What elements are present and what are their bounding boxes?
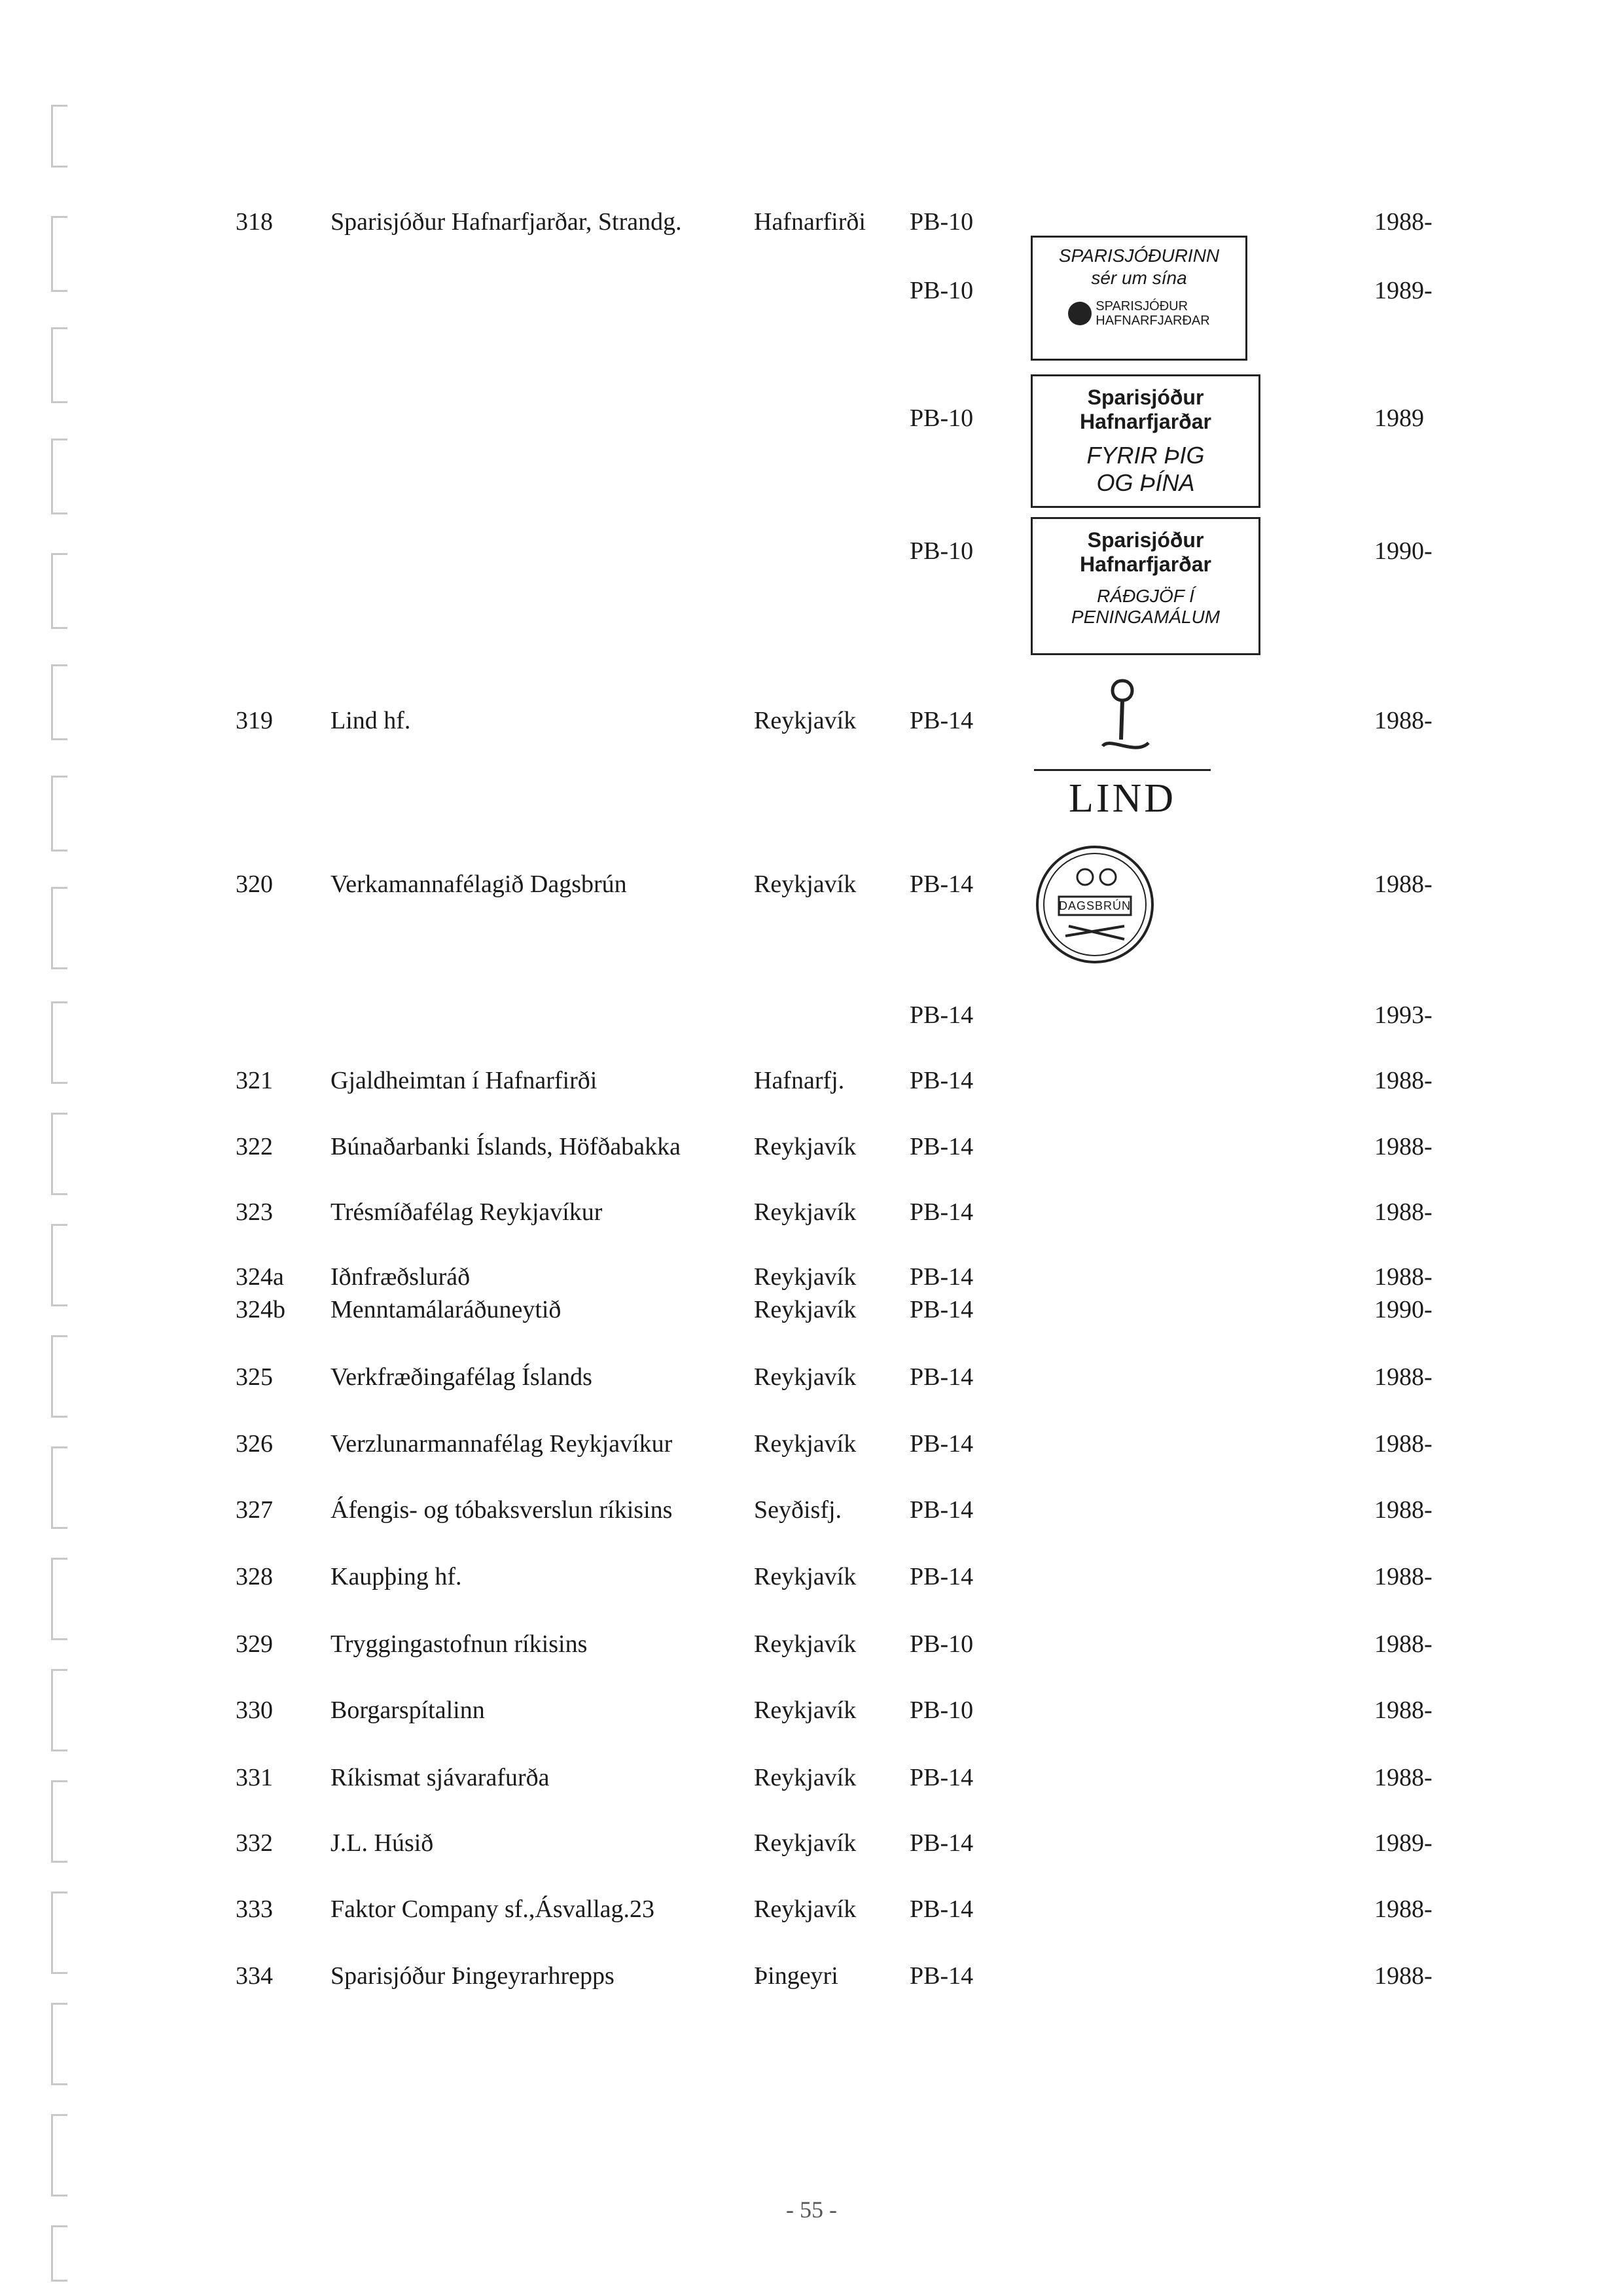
stamp-text: RÁÐGJÖF Í bbox=[1097, 586, 1194, 606]
entry-code: PB-14 bbox=[910, 1430, 974, 1458]
stamp-text: sér um sína bbox=[1091, 268, 1187, 288]
entry-place: Reykjavík bbox=[754, 707, 857, 734]
binder-mark bbox=[51, 553, 67, 629]
entry-name: Sparisjóður Þingeyrarhrepps bbox=[330, 1962, 615, 1990]
entry-year: 1989- bbox=[1374, 277, 1433, 304]
entry-name: Búnaðarbanki Íslands, Höfðabakka bbox=[330, 1133, 681, 1160]
entry-number: 319 bbox=[236, 707, 273, 734]
entry-year: 1988- bbox=[1374, 1133, 1433, 1160]
entry-name: Borgarspítalinn bbox=[330, 1696, 485, 1724]
entry-year: 1988- bbox=[1374, 1563, 1433, 1590]
entry-place: Hafnarfj. bbox=[754, 1067, 845, 1094]
entry-name: Trésmíðafélag Reykjavíkur bbox=[330, 1198, 603, 1226]
entry-place: Reykjavík bbox=[754, 1363, 857, 1391]
stamp-text: Hafnarfjarðar bbox=[1080, 552, 1211, 576]
page-number: - 55 - bbox=[786, 2197, 837, 2223]
dagsbrun-seal-text: DAGSBRÚN bbox=[1059, 899, 1132, 912]
stamp-text: FYRIR ÞIG bbox=[1086, 442, 1205, 469]
entry-place: Reykjavík bbox=[754, 1696, 857, 1724]
entry-year: 1988- bbox=[1374, 1895, 1433, 1923]
entry-code: PB-10 bbox=[910, 208, 974, 236]
entry-place: Reykjavík bbox=[754, 1563, 857, 1590]
entry-year: 1990- bbox=[1374, 537, 1433, 565]
entry-place: Reykjavík bbox=[754, 1296, 857, 1323]
entry-code: PB-14 bbox=[910, 707, 974, 734]
entry-number: 330 bbox=[236, 1696, 273, 1724]
entry-code: PB-14 bbox=[910, 1001, 974, 1029]
entry-code: PB-14 bbox=[910, 1829, 974, 1857]
binder-mark bbox=[51, 216, 67, 292]
binder-mark bbox=[51, 1558, 67, 1640]
entry-code: PB-10 bbox=[910, 404, 974, 432]
entry-name: Áfengis- og tóbaksverslun ríkisins bbox=[330, 1496, 673, 1524]
entry-number: 334 bbox=[236, 1962, 273, 1990]
entry-place: Reykjavík bbox=[754, 1630, 857, 1658]
entry-number: 321 bbox=[236, 1067, 273, 1094]
binder-mark bbox=[51, 776, 67, 852]
stamp-text: SPARISJÓÐURINN bbox=[1058, 245, 1220, 266]
entry-name: Menntamálaráðuneytið bbox=[330, 1296, 562, 1323]
stamp-fyrir-thig bbox=[1031, 374, 1260, 508]
entry-year: 1988- bbox=[1374, 1496, 1433, 1524]
entry-code: PB-14 bbox=[910, 1764, 974, 1791]
entry-year: 1989 bbox=[1374, 404, 1424, 432]
entry-name: Kaupþing hf. bbox=[330, 1563, 462, 1590]
entry-code: PB-14 bbox=[910, 1496, 974, 1524]
binder-mark bbox=[51, 105, 67, 168]
binder-mark bbox=[51, 1224, 67, 1306]
entry-year: 1990- bbox=[1374, 1296, 1433, 1323]
entry-year: 1988- bbox=[1374, 1198, 1433, 1226]
binder-mark bbox=[51, 1446, 67, 1529]
stamp-text: SPARISJÓÐUR bbox=[1096, 299, 1188, 314]
entry-name: Verkfræðingafélag Íslands bbox=[330, 1363, 592, 1391]
binder-mark bbox=[51, 2003, 67, 2085]
entry-code: PB-14 bbox=[910, 870, 974, 898]
binder-mark bbox=[51, 1669, 67, 1751]
entry-name: Verzlunarmannafélag Reykjavíkur bbox=[330, 1430, 673, 1458]
entry-year: 1988- bbox=[1374, 1962, 1433, 1990]
entry-code: PB-14 bbox=[910, 1962, 974, 1990]
entry-name: J.L. Húsið bbox=[330, 1829, 434, 1857]
entry-name: Faktor Company sf.,Ásvallag.23 bbox=[330, 1895, 655, 1923]
stamp-text: HAFNARFJARÐAR bbox=[1096, 314, 1210, 328]
lind-logo-text: LIND bbox=[1068, 776, 1177, 821]
entry-number: 326 bbox=[236, 1430, 273, 1458]
entry-code: PB-10 bbox=[910, 537, 974, 565]
binder-mark bbox=[51, 887, 67, 969]
entry-place: Þingeyri bbox=[754, 1962, 838, 1990]
entry-place: Reykjavík bbox=[754, 1829, 857, 1857]
entry-number: 323 bbox=[236, 1198, 273, 1226]
entry-name: Verkamannafélagið Dagsbrún bbox=[330, 870, 627, 898]
entry-code: PB-14 bbox=[910, 1895, 974, 1923]
entry-year: 1989- bbox=[1374, 1829, 1433, 1857]
entry-place: Reykjavík bbox=[754, 1198, 857, 1226]
entry-year: 1988- bbox=[1374, 870, 1433, 898]
entry-year: 1988- bbox=[1374, 1430, 1433, 1458]
stamp-radgjof bbox=[1031, 517, 1260, 655]
entry-number: 322 bbox=[236, 1133, 273, 1160]
entry-year: 1988- bbox=[1374, 1363, 1433, 1391]
entry-place: Reykjavík bbox=[754, 1263, 857, 1291]
entry-place: Reykjavík bbox=[754, 1764, 857, 1791]
entry-place: Seyðisfj. bbox=[754, 1496, 842, 1524]
entry-name: Iðnfræðsluráð bbox=[330, 1263, 471, 1291]
binder-mark bbox=[51, 1335, 67, 1418]
entry-code: PB-14 bbox=[910, 1133, 974, 1160]
entry-number: 325 bbox=[236, 1363, 273, 1391]
entry-year: 1988- bbox=[1374, 1630, 1433, 1658]
entry-year: 1988- bbox=[1374, 1067, 1433, 1094]
entry-name: Tryggingastofnun ríkisins bbox=[330, 1630, 588, 1658]
entry-code: PB-10 bbox=[910, 1696, 974, 1724]
entry-name: Gjaldheimtan í Hafnarfirði bbox=[330, 1067, 597, 1094]
entry-place: Hafnarfirði bbox=[754, 208, 866, 236]
entry-code: PB-14 bbox=[910, 1563, 974, 1590]
entry-number: 327 bbox=[236, 1496, 273, 1524]
entry-year: 1988- bbox=[1374, 1764, 1433, 1791]
entry-code: PB-14 bbox=[910, 1363, 974, 1391]
stamp-text: Sparisjóður bbox=[1087, 386, 1204, 409]
entry-place: Reykjavík bbox=[754, 1895, 857, 1923]
stamp-text: Sparisjóður bbox=[1087, 528, 1204, 552]
binder-mark bbox=[51, 1001, 67, 1084]
entry-place: Reykjavík bbox=[754, 1133, 857, 1160]
entry-number: 324b bbox=[236, 1296, 285, 1323]
entry-year: 1988- bbox=[1374, 1696, 1433, 1724]
entry-year: 1993- bbox=[1374, 1001, 1433, 1029]
entry-name: Sparisjóður Hafnarfjarðar, Strandg. bbox=[330, 208, 682, 236]
entry-place: Reykjavík bbox=[754, 1430, 857, 1458]
binder-mark bbox=[51, 1892, 67, 1974]
binder-mark bbox=[51, 2114, 67, 2197]
entry-code: PB-14 bbox=[910, 1198, 974, 1226]
lind-monogram-icon bbox=[1083, 674, 1162, 759]
binder-mark bbox=[51, 1113, 67, 1195]
binder-mark bbox=[51, 327, 67, 403]
entry-year: 1988- bbox=[1374, 208, 1433, 236]
entry-number: 329 bbox=[236, 1630, 273, 1658]
entry-place: Reykjavík bbox=[754, 870, 857, 898]
stamp-text: PENINGAMÁLUM bbox=[1071, 607, 1221, 627]
dagsbrun-seal bbox=[1033, 844, 1157, 965]
bank-logo-icon bbox=[1068, 302, 1092, 325]
binder-mark bbox=[51, 439, 67, 514]
entry-year: 1988- bbox=[1374, 707, 1433, 734]
entry-number: 333 bbox=[236, 1895, 273, 1923]
entry-number: 332 bbox=[236, 1829, 273, 1857]
entry-number: 324a bbox=[236, 1263, 284, 1291]
entry-number: 331 bbox=[236, 1764, 273, 1791]
entry-name: Ríkismat sjávarafurða bbox=[330, 1764, 550, 1791]
stamp-text: Hafnarfjarðar bbox=[1080, 410, 1211, 433]
binder-mark bbox=[51, 1780, 67, 1863]
entry-number: 328 bbox=[236, 1563, 273, 1590]
entry-number: 320 bbox=[236, 870, 273, 898]
binder-mark bbox=[51, 2225, 67, 2282]
entry-code: PB-14 bbox=[910, 1067, 974, 1094]
entry-code: PB-14 bbox=[910, 1263, 974, 1291]
entry-year: 1988- bbox=[1374, 1263, 1433, 1291]
stamp-sparisjodurinn bbox=[1031, 236, 1247, 361]
entry-code: PB-10 bbox=[910, 277, 974, 304]
entry-name: Lind hf. bbox=[330, 707, 411, 734]
binder-mark bbox=[51, 664, 67, 740]
lind-logo bbox=[1034, 674, 1211, 821]
entry-number: 318 bbox=[236, 208, 273, 236]
stamp-text: OG ÞÍNA bbox=[1096, 469, 1195, 496]
entry-code: PB-10 bbox=[910, 1630, 974, 1658]
entry-code: PB-14 bbox=[910, 1296, 974, 1323]
